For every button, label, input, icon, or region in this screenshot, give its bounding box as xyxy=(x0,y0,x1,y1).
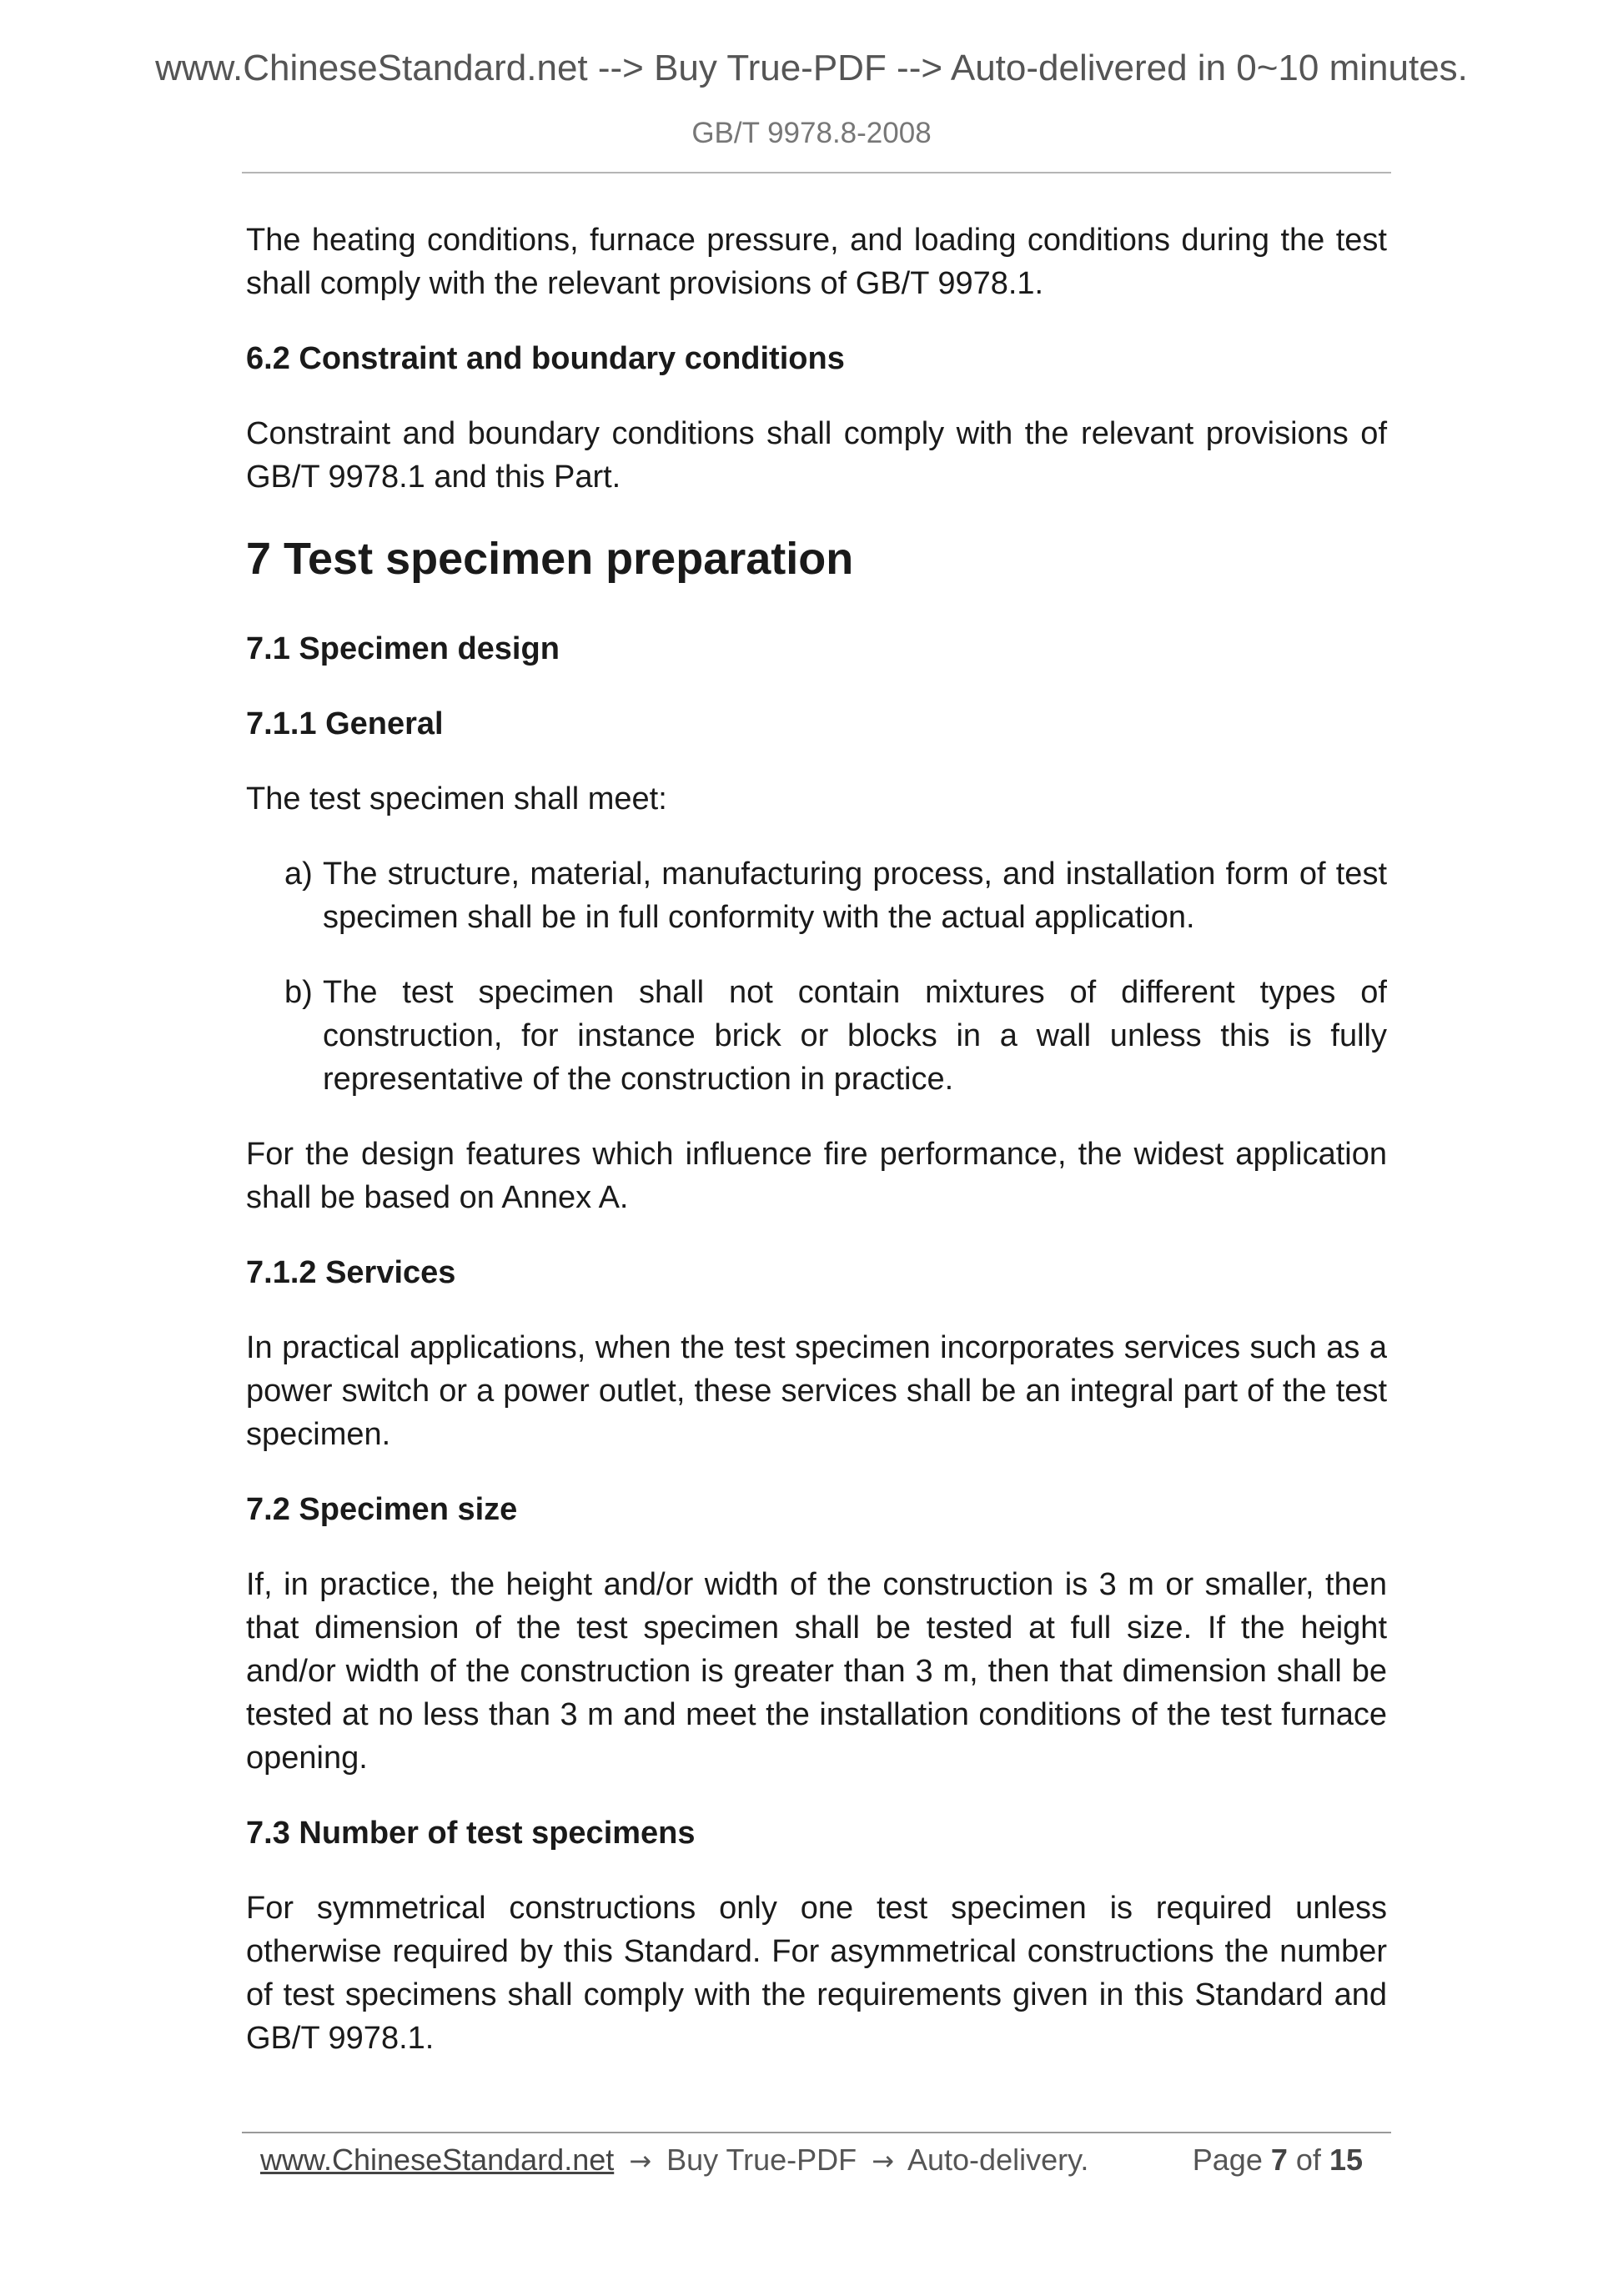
arrow-right-icon: → xyxy=(629,2145,652,2177)
footer-divider xyxy=(242,2132,1391,2133)
heading-7: 7 Test specimen preparation xyxy=(246,534,854,584)
footer-site-link[interactable]: www.ChineseStandard.net xyxy=(260,2143,615,2177)
heading-7-1-1: 7.1.1 General xyxy=(246,706,444,741)
document-id: GB/T 9978.8-2008 xyxy=(691,117,932,149)
page-total: 15 xyxy=(1329,2143,1363,2177)
paragraph-7-3: For symmetrical constructions only one test specimen is required unless otherwise required by this Standard. For asymmetrical constructions the number of test specimens shall comply with the requirements given in this Standard and GB/T 9978.1. xyxy=(246,1891,1387,2056)
list-item-text: The structure, material, manufacturing process, and installation form of test specimen shall be in full conformity with the actual application. xyxy=(323,857,1387,935)
of-word: of xyxy=(1295,2143,1321,2177)
paragraph-7-1-1: The test specimen shall meet: xyxy=(246,781,667,816)
page-number: 7 xyxy=(1270,2143,1288,2177)
page-indicator xyxy=(1193,2137,1363,2183)
list-marker: b) xyxy=(284,975,313,1010)
heading-7-3: 7.3 Number of test specimens xyxy=(246,1816,696,1851)
heading-7-1-2: 7.1.2 Services xyxy=(246,1255,456,1290)
paragraph-heating-conditions: The heating conditions, furnace pressure, and loading conditions during the test shall comply with the relevant provisions of GB/T 9978.1. xyxy=(246,223,1387,301)
footer-delivery-text: Auto-delivery. xyxy=(907,2143,1089,2177)
list-item-a xyxy=(246,852,1387,939)
footer-buy-text: Buy True-PDF xyxy=(666,2143,857,2177)
list-item-b xyxy=(246,971,1387,1101)
arrow-right-icon: → xyxy=(872,2145,894,2177)
site-banner: www.ChineseStandard.net --> Buy True-PDF --> Auto-delivered in 0~10 minutes. xyxy=(155,48,1468,88)
page-footer xyxy=(260,2137,1378,2183)
heading-7-1: 7.1 Specimen design xyxy=(246,631,560,666)
paragraph-7-1-2: In practical applications, when the test specimen incorporates services such as a power switch or a power outlet, these services shall be an integral part of the test specimen. xyxy=(246,1330,1387,1452)
heading-6-2: 6.2 Constraint and boundary conditions xyxy=(246,341,845,376)
paragraph-6-2: Constraint and boundary conditions shall comply with the relevant provisions of GB/T 9978.1 and this Part. xyxy=(246,416,1387,495)
heading-7-2: 7.2 Specimen size xyxy=(246,1492,518,1527)
list-marker: a) xyxy=(284,857,313,892)
page-word: Page xyxy=(1192,2143,1263,2177)
paragraph-7-2: If, in practice, the height and/or width of the construction is 3 m or smaller, then that dimension of the test specimen shall be tested at full size. If the height and/or width of the construction is greater than 3 m, then that dimension shall be tested at no less than 3 m and meet the installation conditions of the test furnace opening. xyxy=(246,1567,1387,1776)
footer-links xyxy=(260,2137,1088,2184)
paragraph-design-features: For the design features which influence fire performance, the widest application shall be based on Annex A. xyxy=(246,1137,1387,1215)
list-item-text: The test specimen shall not contain mixtures of different types of construction, for instance brick or blocks in a wall unless this is fully representative of the construction in practice. xyxy=(323,975,1387,1097)
header-divider xyxy=(242,172,1391,173)
document-body xyxy=(246,219,1387,2092)
